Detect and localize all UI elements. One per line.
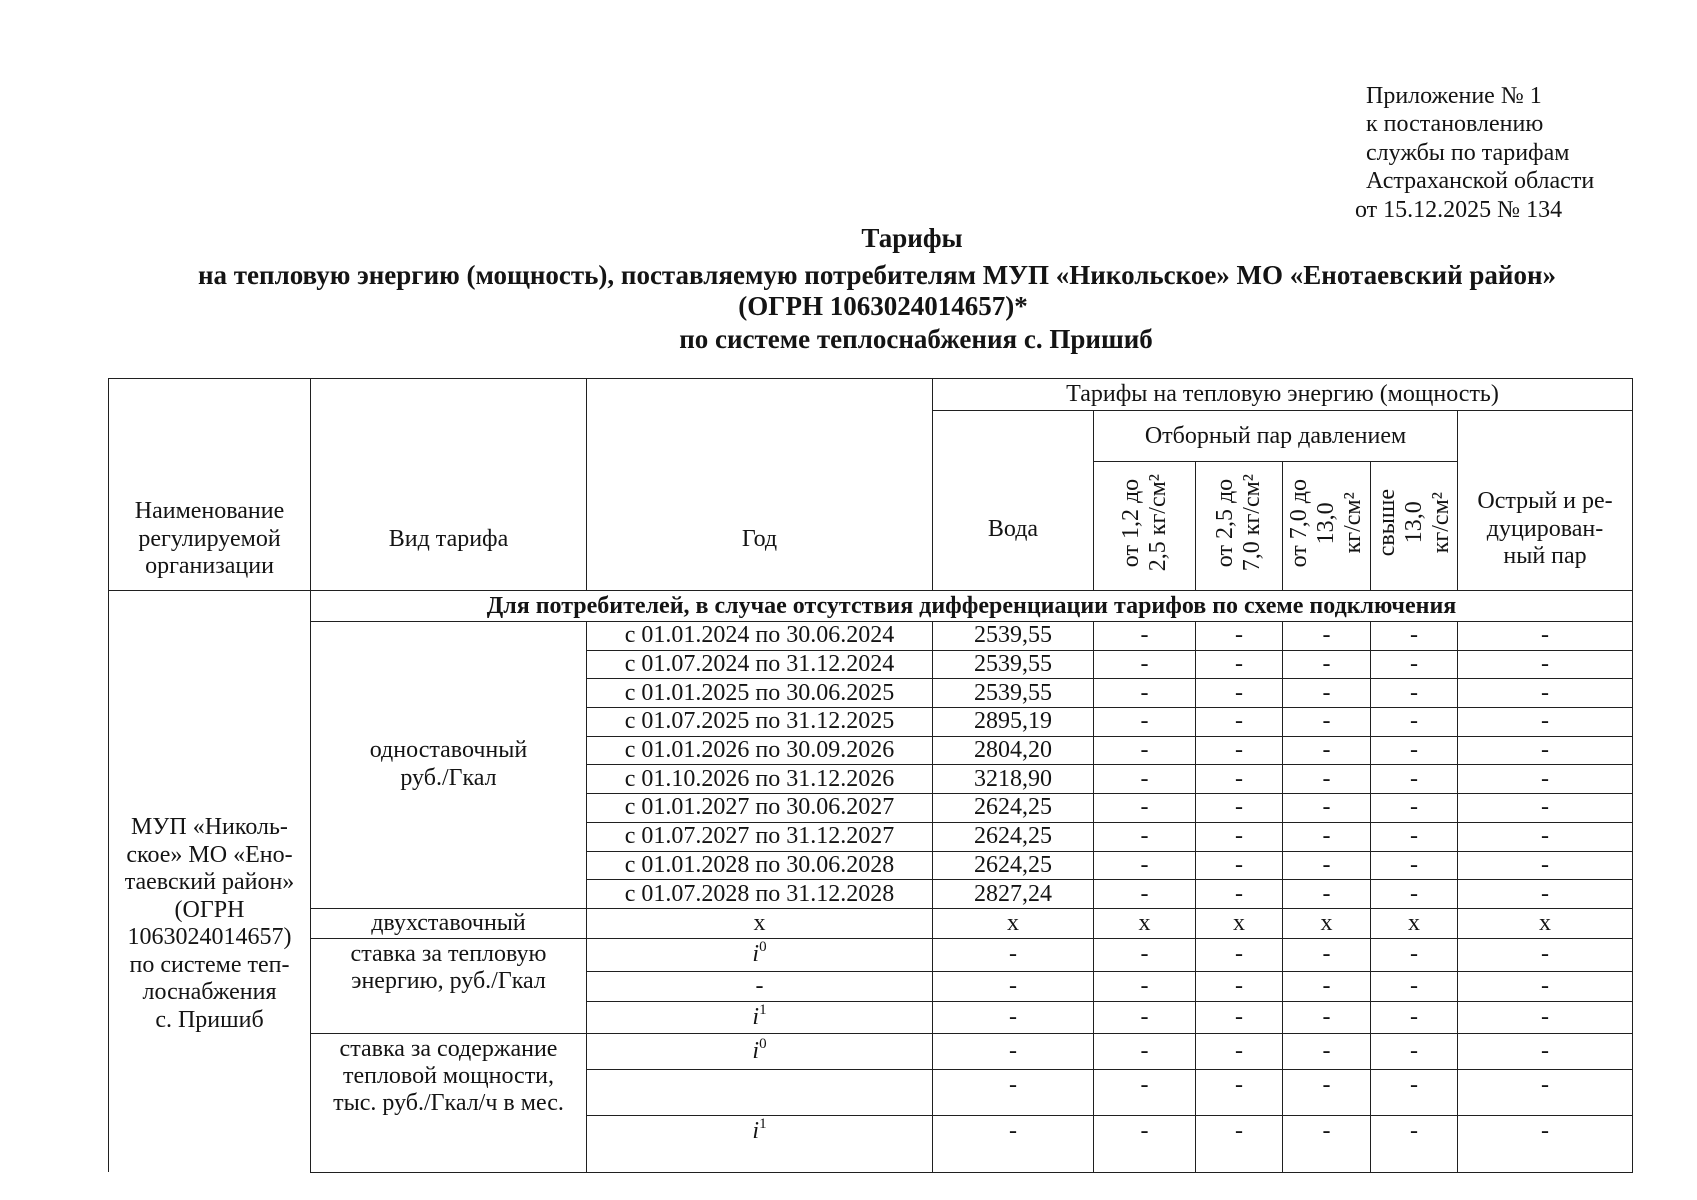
sharp-steam-value: -	[1458, 880, 1633, 909]
organization-line: лоснабжения	[142, 979, 277, 1005]
steam-7-0-to-13-0-value: -	[1283, 1115, 1371, 1172]
period-cell: с 01.01.2025 по 30.06.2025	[587, 679, 933, 708]
header-tariffs-group: Тарифы на тепловую энергию (мощность)	[933, 379, 1633, 411]
index-symbol	[752, 1115, 767, 1144]
period-cell: с 01.10.2026 по 31.12.2026	[587, 765, 933, 794]
steam-over-13-0-value: -	[1371, 622, 1458, 651]
sharp-steam-value: -	[1458, 1115, 1633, 1172]
steam-1-2-to-2-5-value: -	[1094, 1033, 1196, 1069]
steam-7-0-to-13-0-value: -	[1283, 650, 1371, 679]
section-title: Для потребителей, в случае отсутствия дифференциации тарифов по схеме подключения	[311, 591, 1633, 622]
rotated-header-line: от 2,5 до	[1212, 478, 1238, 568]
period-cell	[587, 1069, 933, 1115]
period-cell: х	[587, 908, 933, 938]
water-value: 2539,55	[933, 650, 1094, 679]
sharp-steam-value: -	[1458, 622, 1633, 651]
steam-7-0-to-13-0-value: х	[1283, 908, 1371, 938]
organization-cell	[109, 591, 311, 1173]
sharp-steam-value: -	[1458, 851, 1633, 880]
steam-7-0-to-13-0-value: -	[1283, 1033, 1371, 1069]
water-value: 2827,24	[933, 880, 1094, 909]
rotated-header-line: 7,0 кг/см²	[1239, 474, 1265, 572]
steam-7-0-to-13-0-value: -	[1283, 1001, 1371, 1033]
water-value: 2539,55	[933, 622, 1094, 651]
sharp-steam-value: х	[1458, 908, 1633, 938]
steam-7-0-to-13-0-value: -	[1283, 1069, 1371, 1115]
water-value: -	[933, 1033, 1094, 1069]
sharp-steam-value: -	[1458, 938, 1633, 971]
steam-2-5-to-7-0-value: -	[1196, 880, 1283, 909]
period-cell	[587, 1115, 933, 1172]
tariff-table	[108, 378, 1633, 1173]
steam-1-2-to-2-5-value: -	[1094, 736, 1196, 765]
steam-2-5-to-7-0-value: -	[1196, 765, 1283, 794]
header-sharp-steam	[1458, 411, 1633, 591]
period-cell: с 01.07.2027 по 31.12.2027	[587, 822, 933, 851]
header-sharp-steam-line: дуцирован-	[1486, 515, 1604, 542]
appendix-line: к постановлению	[1366, 111, 1544, 138]
capacity-rate-label-line: тепловой мощности,	[342, 1062, 555, 1089]
header-row	[109, 379, 1633, 411]
two-rate-row	[109, 908, 1633, 938]
index-symbol	[752, 1035, 767, 1064]
steam-2-5-to-7-0-value: -	[1196, 650, 1283, 679]
steam-7-0-to-13-0-value: -	[1283, 880, 1371, 909]
single-rate-row	[109, 622, 1633, 651]
steam-1-2-to-2-5-value: -	[1094, 938, 1196, 971]
index-superscript: 0	[759, 1035, 767, 1052]
steam-over-13-0-value: -	[1371, 765, 1458, 794]
header-organization-line: регулируемой	[138, 525, 281, 552]
rotated-header-line: от 1,2 до	[1117, 478, 1144, 568]
appendix-line: от 15.12.2025 № 134	[1355, 196, 1563, 223]
steam-7-0-to-13-0-value: -	[1283, 851, 1371, 880]
water-value: -	[933, 1001, 1094, 1033]
water-value: 2539,55	[933, 679, 1094, 708]
steam-1-2-to-2-5-value: -	[1094, 765, 1196, 794]
steam-1-2-to-2-5-value: -	[1094, 679, 1196, 708]
steam-7-0-to-13-0-value: -	[1283, 708, 1371, 737]
header-steam-1-2-to-2-5	[1094, 462, 1196, 591]
capacity-rate-row	[109, 1033, 1633, 1069]
organization-line: с. Пришиб	[155, 1006, 264, 1033]
water-value: -	[933, 971, 1094, 1001]
section-row	[109, 591, 1633, 622]
index-base: i	[752, 1037, 760, 1064]
period-cell: с 01.01.2028 по 30.06.2028	[587, 851, 933, 880]
header-steam-2-5-to-7-0	[1196, 462, 1283, 591]
steam-1-2-to-2-5-value: -	[1094, 1115, 1196, 1172]
steam-2-5-to-7-0-value: -	[1196, 1115, 1283, 1172]
header-steam-7-0-to-13-0	[1283, 462, 1371, 591]
steam-1-2-to-2-5-value: -	[1094, 1001, 1196, 1033]
steam-2-5-to-7-0-value: -	[1196, 851, 1283, 880]
steam-2-5-to-7-0-value: -	[1196, 1069, 1283, 1115]
single-rate-label-line: руб./Гкал	[400, 764, 497, 791]
energy-rate-row	[109, 938, 1633, 971]
index-superscript: 0	[759, 939, 767, 956]
sharp-steam-value: -	[1458, 971, 1633, 1001]
period-cell: с 01.07.2025 по 31.12.2025	[587, 708, 933, 737]
document-subtitle-system: по системе теплоснабжения с. Пришиб	[679, 324, 1153, 354]
header-steam-over-13-0	[1371, 462, 1458, 591]
period-cell: с 01.07.2024 по 31.12.2024	[587, 650, 933, 679]
sharp-steam-value: -	[1458, 822, 1633, 851]
steam-7-0-to-13-0-value: -	[1283, 679, 1371, 708]
steam-over-13-0-value: -	[1371, 851, 1458, 880]
index-base: i	[752, 1003, 760, 1030]
header-organization	[109, 379, 311, 591]
steam-2-5-to-7-0-value: -	[1196, 1033, 1283, 1069]
organization-line: ское» МО «Ено-	[126, 841, 293, 868]
water-value: 2624,25	[933, 851, 1094, 880]
capacity-rate-label	[311, 1033, 587, 1172]
steam-over-13-0-value: -	[1371, 938, 1458, 971]
index-superscript: 1	[759, 1001, 767, 1018]
index-base: i	[752, 941, 760, 968]
rotated-header-line: от 7,0 до	[1286, 478, 1312, 568]
sharp-steam-value: -	[1458, 679, 1633, 708]
sharp-steam-value: -	[1458, 794, 1633, 823]
steam-1-2-to-2-5-value: -	[1094, 794, 1196, 823]
period-cell: с 01.01.2026 по 30.09.2026	[587, 736, 933, 765]
two-rate-label: двухставочный	[311, 908, 587, 938]
energy-rate-label	[311, 938, 587, 1033]
steam-over-13-0-value: -	[1371, 679, 1458, 708]
document-subtitle-ogrn: (ОГРН 1063024014657)*	[738, 291, 1028, 321]
steam-7-0-to-13-0-value: -	[1283, 822, 1371, 851]
water-value: х	[933, 908, 1094, 938]
steam-2-5-to-7-0-value: -	[1196, 622, 1283, 651]
header-organization-line: организации	[145, 553, 274, 580]
steam-over-13-0-value: -	[1371, 650, 1458, 679]
steam-1-2-to-2-5-value: -	[1094, 650, 1196, 679]
steam-1-2-to-2-5-value: -	[1094, 708, 1196, 737]
water-value: 3218,90	[933, 765, 1094, 794]
steam-over-13-0-value: -	[1371, 971, 1458, 1001]
sharp-steam-value: -	[1458, 650, 1633, 679]
steam-over-13-0-value: -	[1371, 822, 1458, 851]
header-sharp-steam-line: ный пар	[1503, 543, 1587, 570]
rotated-header-line: 13,0	[1400, 502, 1427, 544]
sharp-steam-value: -	[1458, 708, 1633, 737]
steam-7-0-to-13-0-value: -	[1283, 971, 1371, 1001]
steam-over-13-0-value: х	[1371, 908, 1458, 938]
sharp-steam-value: -	[1458, 1069, 1633, 1115]
sharp-steam-value: -	[1458, 1001, 1633, 1033]
period-cell	[587, 1033, 933, 1069]
steam-7-0-to-13-0-value: -	[1283, 622, 1371, 651]
index-superscript: 1	[759, 1115, 767, 1132]
steam-1-2-to-2-5-value: -	[1094, 822, 1196, 851]
steam-2-5-to-7-0-value: -	[1196, 736, 1283, 765]
steam-1-2-to-2-5-value: -	[1094, 622, 1196, 651]
steam-2-5-to-7-0-value: -	[1196, 1001, 1283, 1033]
steam-1-2-to-2-5-value: -	[1094, 880, 1196, 909]
steam-1-2-to-2-5-value: -	[1094, 971, 1196, 1001]
steam-2-5-to-7-0-value: -	[1196, 679, 1283, 708]
steam-2-5-to-7-0-value: -	[1196, 971, 1283, 1001]
header-sharp-steam-line: Острый и ре-	[1477, 488, 1613, 515]
organization-line: 1063024014657)	[127, 924, 292, 950]
document-title: Тарифы	[861, 223, 963, 253]
water-value: 2895,19	[933, 708, 1094, 737]
index-symbol	[752, 941, 766, 967]
steam-over-13-0-value: -	[1371, 1001, 1458, 1033]
water-value: -	[933, 938, 1094, 971]
energy-rate-label-line: ставка за тепловую	[350, 940, 547, 967]
capacity-rate-label-line: тыс. руб./Гкал/ч в мес.	[333, 1089, 564, 1116]
organization-line: (ОГРН	[174, 896, 245, 923]
sharp-steam-value: -	[1458, 765, 1633, 794]
appendix-line: Приложение № 1	[1366, 83, 1542, 109]
steam-1-2-to-2-5-value: -	[1094, 1069, 1196, 1115]
water-value: 2624,25	[933, 794, 1094, 823]
rotated-header-line: кг/см²	[1340, 492, 1366, 554]
index-base: i	[752, 1117, 760, 1144]
steam-7-0-to-13-0-value: -	[1283, 794, 1371, 823]
single-rate-label	[311, 622, 587, 909]
period-cell	[587, 1001, 933, 1033]
water-value: 2624,25	[933, 822, 1094, 851]
index-symbol	[752, 1001, 767, 1030]
appendix-line: службы по тарифам	[1366, 139, 1570, 166]
capacity-rate-label-line: ставка за содержание	[339, 1035, 558, 1062]
single-rate-label-line: одноставочный	[369, 737, 528, 764]
rotated-header-label	[1374, 489, 1455, 556]
water-value: 2804,20	[933, 736, 1094, 765]
header-water: Вода	[933, 411, 1094, 591]
steam-2-5-to-7-0-value: -	[1196, 822, 1283, 851]
steam-1-2-to-2-5-value: -	[1094, 851, 1196, 880]
steam-7-0-to-13-0-value: -	[1283, 938, 1371, 971]
steam-1-2-to-2-5-value: х	[1094, 908, 1196, 938]
document-subtitle: на тепловую энергию (мощность), поставляемую потребителям МУП «Никольское» МО «Енотаевский район»	[197, 260, 1557, 290]
steam-over-13-0-value: -	[1371, 794, 1458, 823]
rotated-header-line: свыше	[1373, 489, 1400, 557]
appendix-line: Астраханской области	[1366, 168, 1595, 195]
steam-2-5-to-7-0-value: -	[1196, 794, 1283, 823]
steam-2-5-to-7-0-value: -	[1196, 938, 1283, 971]
rotated-header-label	[1212, 474, 1266, 571]
steam-7-0-to-13-0-value: -	[1283, 765, 1371, 794]
steam-2-5-to-7-0-value: х	[1196, 908, 1283, 938]
organization-line: МУП «Николь-	[131, 814, 288, 840]
header-steam-group: Отборный пар давлением	[1094, 411, 1458, 462]
water-value: -	[933, 1069, 1094, 1115]
steam-7-0-to-13-0-value: -	[1283, 736, 1371, 765]
rotated-header-line: кг/см²	[1427, 492, 1454, 554]
period-cell: с 01.07.2028 по 31.12.2028	[587, 880, 933, 909]
energy-rate-label-line: энергию, руб./Гкал	[351, 967, 546, 994]
header-year: Год	[587, 379, 933, 591]
rotated-header-line: 13,0	[1313, 502, 1339, 544]
steam-2-5-to-7-0-value: -	[1196, 708, 1283, 737]
steam-over-13-0-value: -	[1371, 880, 1458, 909]
period-cell: с 01.01.2027 по 30.06.2027	[587, 794, 933, 823]
tariff-table-body	[109, 591, 1633, 1173]
header-organization-line: Наименование	[134, 498, 285, 525]
sharp-steam-value: -	[1458, 1033, 1633, 1069]
header-tariff-type: Вид тарифа	[311, 379, 587, 591]
steam-over-13-0-value: -	[1371, 1069, 1458, 1115]
period-cell: -	[587, 971, 933, 1001]
steam-over-13-0-value: -	[1371, 708, 1458, 737]
rotated-header-label	[1118, 474, 1172, 571]
sharp-steam-value: -	[1458, 736, 1633, 765]
appendix-note	[1355, 82, 1595, 224]
steam-over-13-0-value: -	[1371, 736, 1458, 765]
period-cell	[587, 938, 933, 971]
period-cell: с 01.01.2024 по 30.06.2024	[587, 622, 933, 651]
rotated-header-line: 2,5 кг/см²	[1144, 474, 1171, 572]
organization-line: таевский район»	[124, 869, 295, 895]
water-value: -	[933, 1115, 1094, 1172]
organization-line: по системе теп-	[129, 951, 290, 978]
rotated-header-label	[1286, 479, 1367, 567]
steam-over-13-0-value: -	[1371, 1033, 1458, 1069]
steam-over-13-0-value: -	[1371, 1115, 1458, 1172]
